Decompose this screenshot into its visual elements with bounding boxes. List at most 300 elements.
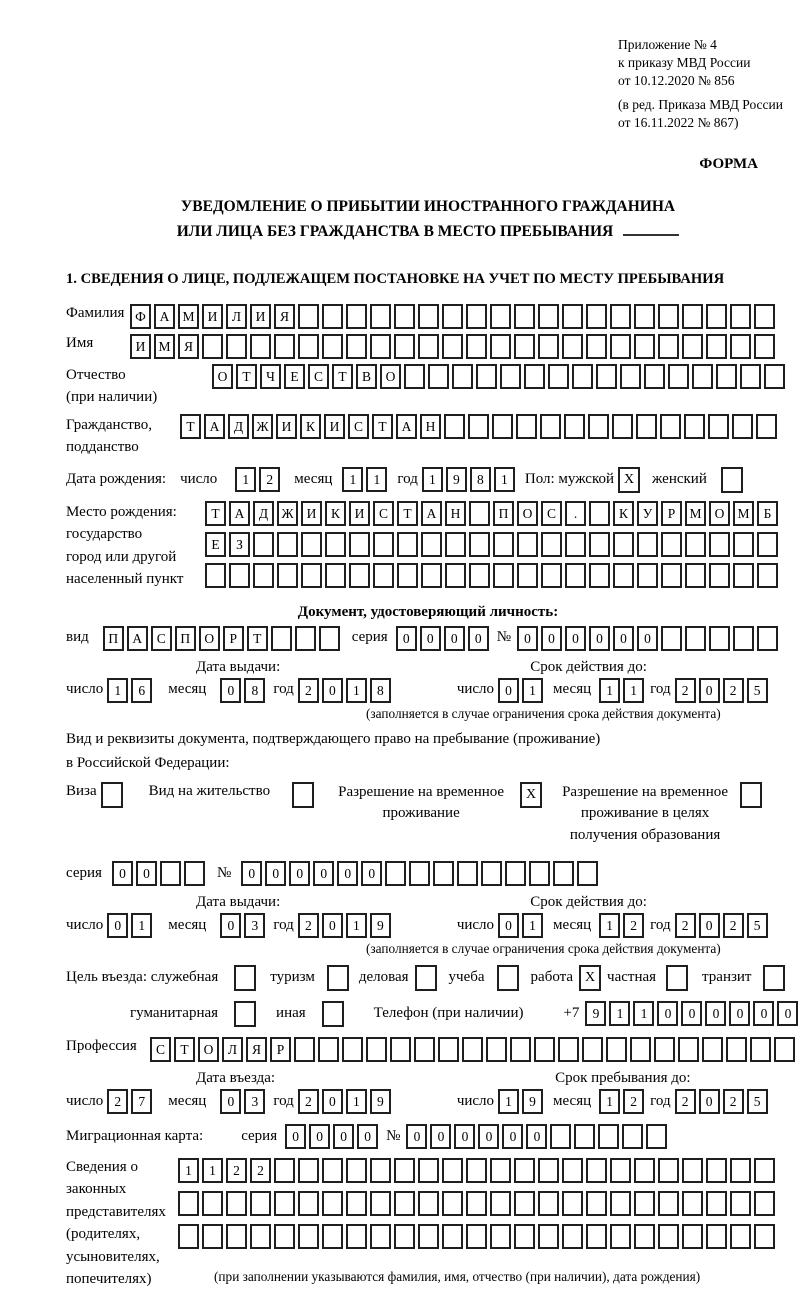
char-cell[interactable] — [442, 304, 463, 329]
char-cell[interactable] — [466, 1224, 487, 1249]
char-cell[interactable] — [754, 1191, 775, 1216]
char-cell[interactable] — [730, 304, 751, 329]
char-cell[interactable] — [421, 532, 442, 557]
char-cell[interactable] — [709, 563, 730, 588]
char-cell[interactable] — [598, 1124, 619, 1149]
char-cell[interactable] — [540, 414, 561, 439]
char-cell[interactable] — [646, 1124, 667, 1149]
char-cell[interactable]: 1 — [107, 678, 128, 703]
char-cell[interactable] — [466, 1191, 487, 1216]
char-cell[interactable] — [409, 861, 430, 886]
char-cell[interactable] — [514, 304, 535, 329]
char-cell[interactable] — [541, 563, 562, 588]
char-cell[interactable] — [202, 1224, 223, 1249]
char-cell[interactable] — [606, 1037, 627, 1062]
char-cell[interactable] — [730, 1191, 751, 1216]
char-cell[interactable] — [418, 334, 439, 359]
char-cell[interactable] — [636, 414, 657, 439]
char-cell[interactable] — [558, 1037, 579, 1062]
char-cell[interactable] — [250, 1191, 271, 1216]
char-cell[interactable]: 5 — [747, 913, 768, 938]
char-cell[interactable]: Ч — [260, 364, 281, 389]
char-cell[interactable]: 0 — [498, 913, 519, 938]
char-cell[interactable]: 2 — [723, 678, 744, 703]
char-cell[interactable]: М — [733, 501, 754, 526]
char-cell[interactable]: Т — [174, 1037, 195, 1062]
char-cell[interactable] — [492, 414, 513, 439]
char-cell[interactable]: 1 — [346, 1089, 367, 1114]
char-cell[interactable] — [574, 1124, 595, 1149]
char-cell[interactable] — [538, 1191, 559, 1216]
char-cell[interactable]: А — [154, 304, 175, 329]
char-cell[interactable] — [294, 1037, 315, 1062]
char-cell[interactable]: И — [276, 414, 297, 439]
char-cell[interactable]: X — [579, 965, 601, 991]
char-cell[interactable]: А — [421, 501, 442, 526]
char-cell[interactable] — [493, 532, 514, 557]
char-cell[interactable]: О — [380, 364, 401, 389]
char-cell[interactable] — [397, 563, 418, 588]
char-cell[interactable] — [637, 532, 658, 557]
char-cell[interactable] — [706, 334, 727, 359]
char-cell[interactable] — [658, 334, 679, 359]
char-cell[interactable]: И — [130, 334, 151, 359]
char-cell[interactable]: 0 — [322, 913, 343, 938]
char-cell[interactable]: И — [250, 304, 271, 329]
char-cell[interactable] — [469, 532, 490, 557]
char-cell[interactable]: 0 — [498, 678, 519, 703]
char-cell[interactable] — [370, 1191, 391, 1216]
char-cell[interactable]: О — [709, 501, 730, 526]
char-cell[interactable]: 0 — [333, 1124, 354, 1149]
char-cell[interactable] — [622, 1124, 643, 1149]
char-cell[interactable]: С — [541, 501, 562, 526]
char-cell[interactable] — [234, 1001, 256, 1027]
char-cell[interactable]: О — [517, 501, 538, 526]
char-cell[interactable] — [394, 1191, 415, 1216]
char-cell[interactable] — [415, 965, 437, 991]
char-cell[interactable]: 0 — [699, 913, 720, 938]
char-cell[interactable] — [582, 1037, 603, 1062]
char-cell[interactable] — [202, 1191, 223, 1216]
char-cell[interactable] — [634, 1224, 655, 1249]
char-cell[interactable] — [490, 1158, 511, 1183]
char-cell[interactable]: 1 — [178, 1158, 199, 1183]
char-cell[interactable] — [394, 1224, 415, 1249]
char-cell[interactable] — [754, 1224, 775, 1249]
char-cell[interactable]: 0 — [337, 861, 358, 886]
char-cell[interactable] — [610, 1191, 631, 1216]
char-cell[interactable]: 0 — [285, 1124, 306, 1149]
char-cell[interactable] — [516, 414, 537, 439]
char-cell[interactable]: . — [565, 501, 586, 526]
char-cell[interactable]: 0 — [241, 861, 262, 886]
char-cell[interactable]: И — [349, 501, 370, 526]
char-cell[interactable] — [757, 532, 778, 557]
char-cell[interactable]: 0 — [502, 1124, 523, 1149]
char-cell[interactable] — [373, 563, 394, 588]
char-cell[interactable] — [685, 532, 706, 557]
char-cell[interactable]: 0 — [541, 626, 562, 651]
char-cell[interactable] — [476, 364, 497, 389]
char-cell[interactable] — [469, 501, 490, 526]
char-cell[interactable]: И — [202, 304, 223, 329]
char-cell[interactable] — [301, 563, 322, 588]
char-cell[interactable] — [442, 1191, 463, 1216]
char-cell[interactable] — [418, 1191, 439, 1216]
char-cell[interactable] — [490, 304, 511, 329]
char-cell[interactable] — [500, 364, 521, 389]
char-cell[interactable] — [277, 563, 298, 588]
char-cell[interactable] — [586, 334, 607, 359]
char-cell[interactable] — [730, 1158, 751, 1183]
char-cell[interactable] — [706, 1158, 727, 1183]
char-cell[interactable] — [322, 304, 343, 329]
char-cell[interactable] — [226, 334, 247, 359]
char-cell[interactable]: С — [373, 501, 394, 526]
char-cell[interactable]: 2 — [723, 913, 744, 938]
char-cell[interactable]: 0 — [699, 678, 720, 703]
char-cell[interactable] — [418, 304, 439, 329]
char-cell[interactable]: 2 — [298, 1089, 319, 1114]
char-cell[interactable] — [394, 1158, 415, 1183]
char-cell[interactable] — [349, 532, 370, 557]
char-cell[interactable] — [588, 414, 609, 439]
char-cell[interactable]: А — [229, 501, 250, 526]
char-cell[interactable]: 6 — [131, 678, 152, 703]
char-cell[interactable] — [678, 1037, 699, 1062]
char-cell[interactable]: 0 — [454, 1124, 475, 1149]
char-cell[interactable] — [469, 563, 490, 588]
char-cell[interactable] — [654, 1037, 675, 1062]
char-cell[interactable] — [529, 861, 550, 886]
char-cell[interactable] — [178, 1224, 199, 1249]
char-cell[interactable] — [541, 532, 562, 557]
char-cell[interactable]: Я — [178, 334, 199, 359]
char-cell[interactable] — [178, 1191, 199, 1216]
char-cell[interactable] — [514, 1191, 535, 1216]
char-cell[interactable]: 0 — [777, 1001, 798, 1026]
char-cell[interactable] — [589, 532, 610, 557]
char-cell[interactable] — [732, 414, 753, 439]
char-cell[interactable] — [586, 1191, 607, 1216]
char-cell[interactable] — [706, 1191, 727, 1216]
char-cell[interactable] — [462, 1037, 483, 1062]
char-cell[interactable] — [277, 532, 298, 557]
char-cell[interactable] — [562, 1224, 583, 1249]
char-cell[interactable]: С — [308, 364, 329, 389]
char-cell[interactable] — [565, 532, 586, 557]
char-cell[interactable]: 0 — [705, 1001, 726, 1026]
char-cell[interactable] — [562, 334, 583, 359]
char-cell[interactable]: 0 — [444, 626, 465, 651]
char-cell[interactable] — [184, 861, 205, 886]
char-cell[interactable] — [666, 965, 688, 991]
char-cell[interactable] — [438, 1037, 459, 1062]
char-cell[interactable]: 1 — [422, 467, 443, 492]
char-cell[interactable] — [538, 334, 559, 359]
char-cell[interactable] — [682, 334, 703, 359]
char-cell[interactable] — [620, 364, 641, 389]
char-cell[interactable]: Ф — [130, 304, 151, 329]
char-cell[interactable] — [685, 563, 706, 588]
char-cell[interactable]: 0 — [322, 1089, 343, 1114]
char-cell[interactable] — [370, 334, 391, 359]
char-cell[interactable]: 0 — [565, 626, 586, 651]
char-cell[interactable]: 2 — [226, 1158, 247, 1183]
char-cell[interactable]: П — [103, 626, 124, 651]
char-cell[interactable]: 0 — [613, 626, 634, 651]
char-cell[interactable]: 1 — [346, 678, 367, 703]
char-cell[interactable] — [750, 1037, 771, 1062]
char-cell[interactable]: Р — [270, 1037, 291, 1062]
char-cell[interactable] — [346, 1224, 367, 1249]
char-cell[interactable] — [418, 1224, 439, 1249]
char-cell[interactable]: 1 — [522, 678, 543, 703]
char-cell[interactable] — [586, 304, 607, 329]
char-cell[interactable] — [202, 334, 223, 359]
char-cell[interactable]: И — [324, 414, 345, 439]
char-cell[interactable]: О — [198, 1037, 219, 1062]
char-cell[interactable] — [658, 1224, 679, 1249]
char-cell[interactable] — [466, 304, 487, 329]
char-cell[interactable]: 9 — [522, 1089, 543, 1114]
char-cell[interactable]: 0 — [220, 1089, 241, 1114]
char-cell[interactable]: С — [150, 1037, 171, 1062]
char-cell[interactable] — [444, 414, 465, 439]
char-cell[interactable]: 9 — [370, 1089, 391, 1114]
char-cell[interactable]: 0 — [107, 913, 128, 938]
char-cell[interactable] — [394, 334, 415, 359]
char-cell[interactable] — [493, 563, 514, 588]
char-cell[interactable]: 1 — [599, 913, 620, 938]
char-cell[interactable]: Р — [223, 626, 244, 651]
char-cell[interactable] — [322, 1191, 343, 1216]
char-cell[interactable] — [716, 364, 737, 389]
char-cell[interactable] — [298, 304, 319, 329]
char-cell[interactable]: 0 — [753, 1001, 774, 1026]
char-cell[interactable]: 0 — [396, 626, 417, 651]
char-cell[interactable] — [510, 1037, 531, 1062]
char-cell[interactable]: 2 — [107, 1089, 128, 1114]
char-cell[interactable] — [327, 965, 349, 991]
char-cell[interactable] — [586, 1224, 607, 1249]
char-cell[interactable] — [634, 334, 655, 359]
char-cell[interactable]: К — [613, 501, 634, 526]
char-cell[interactable] — [229, 563, 250, 588]
char-cell[interactable] — [421, 563, 442, 588]
char-cell[interactable]: 2 — [723, 1089, 744, 1114]
char-cell[interactable]: Ж — [252, 414, 273, 439]
char-cell[interactable]: Р — [661, 501, 682, 526]
char-cell[interactable] — [754, 1158, 775, 1183]
char-cell[interactable] — [538, 1224, 559, 1249]
char-cell[interactable] — [658, 304, 679, 329]
char-cell[interactable] — [754, 334, 775, 359]
char-cell[interactable]: 1 — [498, 1089, 519, 1114]
char-cell[interactable]: 1 — [599, 678, 620, 703]
char-cell[interactable]: Т — [332, 364, 353, 389]
char-cell[interactable]: Т — [205, 501, 226, 526]
char-cell[interactable] — [763, 965, 785, 991]
char-cell[interactable] — [610, 1158, 631, 1183]
char-cell[interactable] — [562, 304, 583, 329]
char-cell[interactable]: 0 — [136, 861, 157, 886]
char-cell[interactable] — [442, 1224, 463, 1249]
char-cell[interactable] — [445, 563, 466, 588]
char-cell[interactable]: А — [396, 414, 417, 439]
char-cell[interactable]: 2 — [250, 1158, 271, 1183]
char-cell[interactable] — [754, 304, 775, 329]
char-cell[interactable] — [589, 563, 610, 588]
char-cell[interactable] — [682, 1191, 703, 1216]
char-cell[interactable]: 1 — [346, 913, 367, 938]
char-cell[interactable] — [610, 304, 631, 329]
char-cell[interactable] — [757, 626, 778, 651]
char-cell[interactable] — [661, 532, 682, 557]
char-cell[interactable] — [442, 1158, 463, 1183]
char-cell[interactable] — [466, 334, 487, 359]
char-cell[interactable] — [684, 414, 705, 439]
char-cell[interactable]: 0 — [729, 1001, 750, 1026]
char-cell[interactable] — [322, 1001, 344, 1027]
char-cell[interactable] — [385, 861, 406, 886]
char-cell[interactable]: 1 — [131, 913, 152, 938]
sex-male-checkbox-cell[interactable]: X — [618, 467, 640, 493]
char-cell[interactable]: 3 — [244, 1089, 265, 1114]
char-cell[interactable] — [550, 1124, 571, 1149]
char-cell[interactable]: К — [325, 501, 346, 526]
char-cell[interactable]: 0 — [517, 626, 538, 651]
char-cell[interactable] — [295, 626, 316, 651]
char-cell[interactable] — [562, 1191, 583, 1216]
char-cell[interactable] — [661, 563, 682, 588]
char-cell[interactable] — [524, 364, 545, 389]
char-cell[interactable] — [250, 1224, 271, 1249]
char-cell[interactable] — [468, 414, 489, 439]
char-cell[interactable]: 0 — [357, 1124, 378, 1149]
char-cell[interactable] — [394, 304, 415, 329]
char-cell[interactable] — [404, 364, 425, 389]
char-cell[interactable]: 0 — [430, 1124, 451, 1149]
char-cell[interactable]: 0 — [478, 1124, 499, 1149]
char-cell[interactable]: 2 — [623, 913, 644, 938]
char-cell[interactable]: М — [154, 334, 175, 359]
char-cell[interactable]: 1 — [366, 467, 387, 492]
char-cell[interactable] — [428, 364, 449, 389]
char-cell[interactable] — [414, 1037, 435, 1062]
char-cell[interactable] — [234, 965, 256, 991]
char-cell[interactable]: С — [348, 414, 369, 439]
char-cell[interactable] — [370, 1224, 391, 1249]
char-cell[interactable]: Т — [397, 501, 418, 526]
char-cell[interactable] — [730, 1224, 751, 1249]
char-cell[interactable] — [613, 563, 634, 588]
char-cell[interactable] — [101, 782, 123, 808]
char-cell[interactable]: З — [229, 532, 250, 557]
char-cell[interactable]: 2 — [675, 678, 696, 703]
char-cell[interactable] — [271, 626, 292, 651]
char-cell[interactable] — [370, 304, 391, 329]
char-cell[interactable] — [205, 563, 226, 588]
char-cell[interactable] — [250, 334, 271, 359]
char-cell[interactable] — [481, 861, 502, 886]
char-cell[interactable] — [726, 1037, 747, 1062]
char-cell[interactable]: 2 — [298, 678, 319, 703]
char-cell[interactable]: 0 — [220, 678, 241, 703]
char-cell[interactable]: 0 — [322, 678, 343, 703]
char-cell[interactable] — [298, 1191, 319, 1216]
char-cell[interactable]: Т — [180, 414, 201, 439]
char-cell[interactable] — [325, 532, 346, 557]
char-cell[interactable] — [572, 364, 593, 389]
char-cell[interactable]: У — [637, 501, 658, 526]
char-cell[interactable]: 0 — [468, 626, 489, 651]
char-cell[interactable]: 0 — [681, 1001, 702, 1026]
char-cell[interactable] — [682, 304, 703, 329]
char-cell[interactable] — [457, 861, 478, 886]
char-cell[interactable]: Н — [420, 414, 441, 439]
char-cell[interactable]: 1 — [633, 1001, 654, 1026]
char-cell[interactable]: 1 — [522, 913, 543, 938]
char-cell[interactable] — [634, 1191, 655, 1216]
char-cell[interactable]: 1 — [609, 1001, 630, 1026]
char-cell[interactable]: П — [175, 626, 196, 651]
char-cell[interactable]: 5 — [747, 1089, 768, 1114]
char-cell[interactable] — [682, 1224, 703, 1249]
char-cell[interactable] — [346, 304, 367, 329]
char-cell[interactable] — [596, 364, 617, 389]
char-cell[interactable] — [366, 1037, 387, 1062]
char-cell[interactable]: 0 — [420, 626, 441, 651]
char-cell[interactable]: 9 — [585, 1001, 606, 1026]
char-cell[interactable] — [733, 626, 754, 651]
char-cell[interactable]: 0 — [406, 1124, 427, 1149]
char-cell[interactable] — [253, 563, 274, 588]
char-cell[interactable] — [660, 414, 681, 439]
char-cell[interactable] — [577, 861, 598, 886]
char-cell[interactable] — [538, 1158, 559, 1183]
char-cell[interactable] — [564, 414, 585, 439]
char-cell[interactable]: Ж — [277, 501, 298, 526]
char-cell[interactable] — [514, 1158, 535, 1183]
char-cell[interactable] — [709, 626, 730, 651]
char-cell[interactable]: М — [178, 304, 199, 329]
char-cell[interactable]: 2 — [623, 1089, 644, 1114]
char-cell[interactable]: 0 — [361, 861, 382, 886]
char-cell[interactable]: 0 — [220, 913, 241, 938]
char-cell[interactable] — [322, 1224, 343, 1249]
char-cell[interactable]: Б — [757, 501, 778, 526]
char-cell[interactable] — [733, 563, 754, 588]
char-cell[interactable] — [685, 626, 706, 651]
char-cell[interactable]: 0 — [589, 626, 610, 651]
char-cell[interactable] — [658, 1158, 679, 1183]
char-cell[interactable]: Т — [236, 364, 257, 389]
char-cell[interactable] — [668, 364, 689, 389]
char-cell[interactable] — [562, 1158, 583, 1183]
char-cell[interactable] — [534, 1037, 555, 1062]
char-cell[interactable]: 9 — [370, 913, 391, 938]
char-cell[interactable] — [442, 334, 463, 359]
char-cell[interactable]: 0 — [265, 861, 286, 886]
char-cell[interactable] — [226, 1191, 247, 1216]
char-cell[interactable] — [490, 1191, 511, 1216]
char-cell[interactable] — [610, 1224, 631, 1249]
char-cell[interactable] — [397, 532, 418, 557]
char-cell[interactable] — [325, 563, 346, 588]
char-cell[interactable] — [565, 563, 586, 588]
